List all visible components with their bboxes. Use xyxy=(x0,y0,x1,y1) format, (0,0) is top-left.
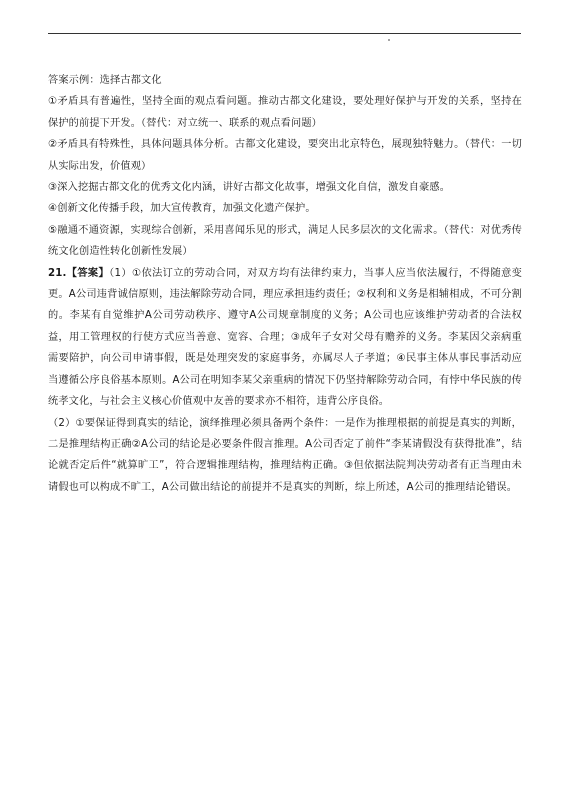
document-body xyxy=(48,70,522,498)
answer-heading: 答案示例：选择古都文化 xyxy=(48,75,162,86)
answer-point-2: ②矛盾具有特殊性，具体问题具体分析。古都文化建设，要突出北京特色，展现独特魅力。（替代：一切从实际出发，价值观） xyxy=(48,139,522,172)
question-number: 21. xyxy=(48,267,67,279)
header-rule xyxy=(48,33,521,34)
question-21-part-1 xyxy=(48,263,522,413)
answer-point-5: ⑤融通不通资源，实现综合创新，采用喜闻乐见的形式，满足人民多层次的文化需求。（替代：对优秀传统文化创造性转化创新性发展） xyxy=(48,224,522,258)
answer-point-1: ①矛盾具有普遍性，坚持全面的观点看问题。推动古都文化建设，要处理好保护与开发的关系，坚持在保护的前提下开发。（替代：对立统一、联系的观点看问题） xyxy=(48,96,522,129)
answer-point-4: ④创新文化传播手段，加大宣传教育，加强文化遗产保护。 xyxy=(48,203,316,215)
question-21-part-1-text: （1）①依法订立的劳动合同，对双方均有法律约束力，当事人应当依法履行，不得随意变更。A公司违背诚信原则，违法解除劳动合同，理应承担违约责任；②权利和义务是相辅相成，不可分割的。李某有自觉维护A公司劳动秩序、遵守A公司规章制度的义务；A公司也应该维护劳动者的合法权益，用工管理权的行使方式应当善意、宽容、合理；③成年子女对父母有赡养的义务。李某因父亲病重需要陪护，向公司申请事假，既是处理突发的家庭事务，亦属尽人子孝道；④民事主体从事民事活动应当遵循公序良俗基本原则。A公司在明知李某父亲重病的情况下仍坚持解除劳动合同，有悖中华民族的传统孝文化，与社会主义核心价值观中友善的要求亦不相符，违背公序良俗。 xyxy=(48,267,522,408)
question-21-part-2: （2）①要保证得到真实的结论，演绎推理必须具备两个条件：一是作为推理根据的前提是真实的判断，二是推理结构正确②A公司的结论是必要条件假言推理。A公司否定了前件“李某请假没有获得批准”，结论就否定后件“就算旷工”，符合逻辑推理结构，推理结构正确。③但依据法院判决劳动者有正当理由未请假也可以构成不旷工，A公司做出结论的前提并不是真实的判断，综上所述，A公司的推理结论错误。 xyxy=(48,417,522,493)
decorative-dot xyxy=(388,39,390,41)
answer-point-3: ③深入挖掘古都文化的优秀文化内涵，讲好古都文化故事，增强文化自信，激发自豪感。 xyxy=(48,182,451,194)
answer-tag: 【答案】 xyxy=(66,267,110,279)
